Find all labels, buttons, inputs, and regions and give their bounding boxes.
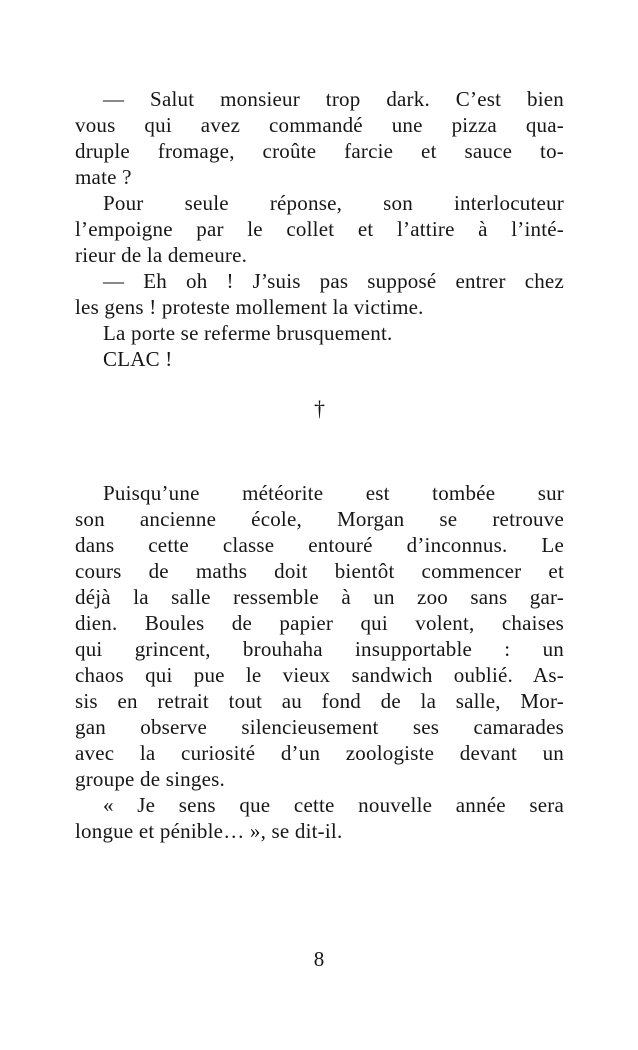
text-line: l’empoigne par le collet et l’attire à l’inté- <box>75 217 564 241</box>
text-line: mate ? <box>75 165 132 189</box>
section-divider-dagger-icon: † <box>314 396 325 421</box>
text-line: — Salut monsieur trop dark. C’est bien <box>103 87 564 111</box>
text-line: cours de maths doit bientôt commencer et <box>75 559 564 583</box>
text-line: dans cette classe entouré d’inconnus. Le <box>75 533 564 557</box>
section-2 <box>75 480 564 844</box>
text-line: déjà la salle ressemble à un zoo sans gar- <box>75 585 564 609</box>
text-line: qui grincent, brouhaha insupportable : un <box>75 637 564 661</box>
text-line: CLAC ! <box>103 347 173 371</box>
text-line: rieur de la demeure. <box>75 243 248 267</box>
text-line: longue et pénible… », se dit-il. <box>75 819 343 843</box>
text-line: Pour seule réponse, son interlocuteur <box>103 191 564 215</box>
text-line: gan observe silencieusement ses camarades <box>75 715 564 739</box>
text-line: avec la curiosité d’un zoologiste devant un <box>75 741 564 765</box>
section-1 <box>75 86 564 372</box>
text-line: La porte se referme brusquement. <box>103 321 393 345</box>
text-line: dien. Boules de papier qui volent, chaises <box>75 611 564 635</box>
text-line: son ancienne école, Morgan se retrouve <box>75 507 564 531</box>
text-line: vous qui avez commandé une pizza qua- <box>75 113 564 137</box>
text-line: — Eh oh ! J’suis pas supposé entrer chez <box>103 269 564 293</box>
text-line: les gens ! proteste mollement la victime. <box>75 295 424 319</box>
page-number: 8 <box>313 947 325 971</box>
text-line: sis en retrait tout au fond de la salle, Mor- <box>75 689 564 713</box>
text-column <box>75 86 564 844</box>
text-line: « Je sens que cette nouvelle année sera <box>103 793 564 817</box>
text-line: Puisqu’une météorite est tombée sur <box>103 481 564 505</box>
text-line: druple fromage, croûte farcie et sauce to- <box>75 139 564 163</box>
text-line: groupe de singes. <box>75 767 225 791</box>
text-line: chaos qui pue le vieux sandwich oublié. As- <box>75 663 564 687</box>
